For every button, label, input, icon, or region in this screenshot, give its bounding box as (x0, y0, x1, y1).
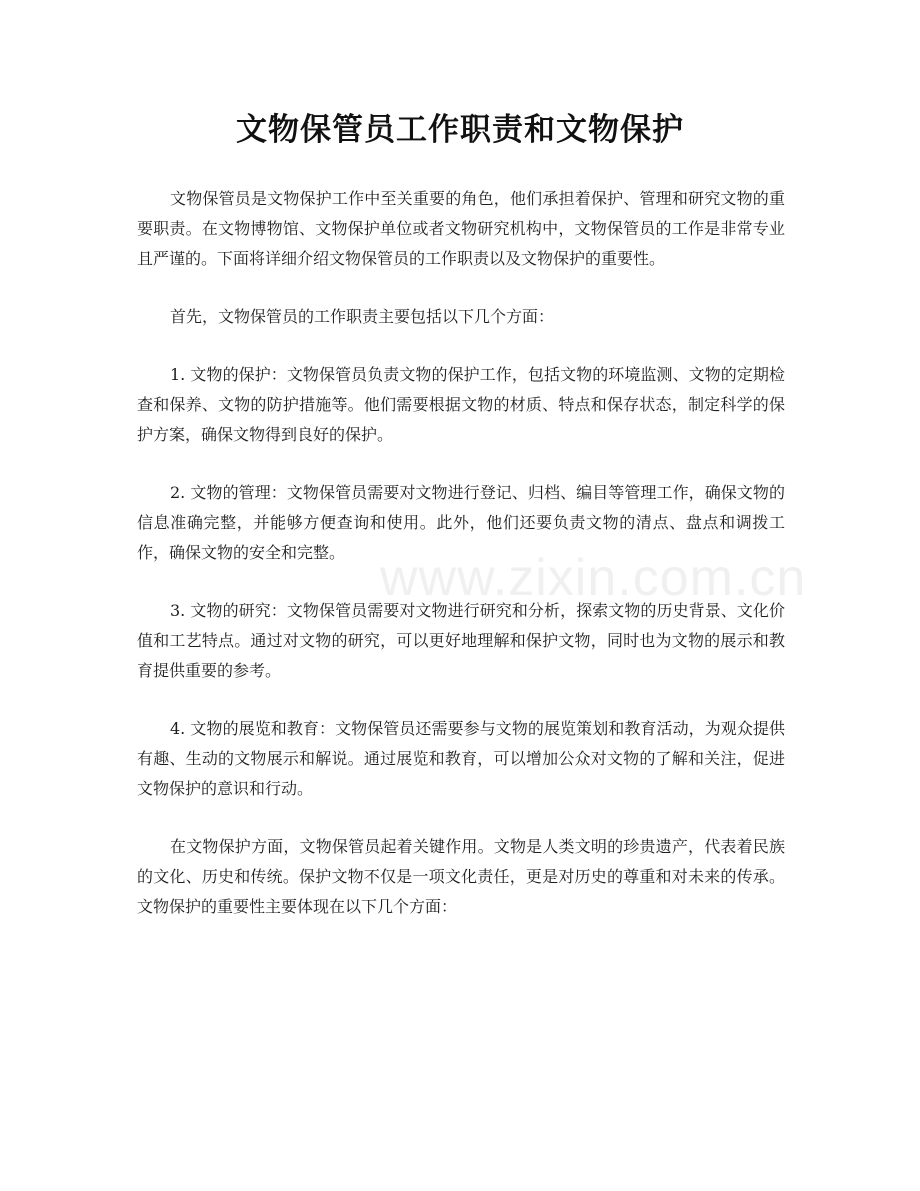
paragraph-duty-protection: 1. 文物的保护：文物保管员负责文物的保护工作，包括文物的环境监测、文物的定期检查和保养、文物的防护措施等。他们需要根据文物的材质、特点和保存状态，制定科学的保护方案，确保文物得到良好的保护。 (137, 365, 785, 444)
document-title: 文物保管员工作职责和文物保护 (236, 112, 684, 148)
paragraph-duties-lead: 首先，文物保管员的工作职责主要包括以下几个方面： (170, 307, 555, 326)
paragraph-duty-research: 3. 文物的研究：文物保管员需要对文物进行研究和分析，探索文物的历史背景、文化价值和工艺特点。通过对文物的研究，可以更好地理解和保护文物，同时也为文物的展示和教育提供重要的参考。 (137, 601, 785, 680)
paragraph-duty-management: 2. 文物的管理：文物保管员需要对文物进行登记、归档、编目等管理工作，确保文物的信息准确完整，并能够方便查询和使用。此外，他们还要负责文物的清点、盘点和调拨工作，确保文物的安全和完整。 (137, 483, 785, 562)
paragraph-protection-importance: 在文物保护方面，文物保管员起着关键作用。文物是人类文明的珍贵遗产，代表着民族的文化、历史和传统。保护文物不仅是一项文化责任，更是对历史的尊重和对未来的传承。文物保护的重要性主要体现在以下几个方面： (137, 837, 785, 916)
document-body (137, 184, 785, 950)
paragraph-duty-exhibition: 4. 文物的展览和教育：文物保管员还需要参与文物的展览策划和教育活动，为观众提供有趣、生动的文物展示和解说。通过展览和教育，可以增加公众对文物的了解和关注，促进文物保护的意识和行动。 (137, 719, 785, 798)
watermark: www.zixin.com.cn (380, 549, 807, 607)
paragraph-intro: 文物保管员是文物保护工作中至关重要的角色，他们承担着保护、管理和研究文物的重要职责。在文物博物馆、文物保护单位或者文物研究机构中，文物保管员的工作是非常专业且严谨的。下面将详细介绍文物保管员的工作职责以及文物保护的重要性。 (137, 189, 785, 268)
